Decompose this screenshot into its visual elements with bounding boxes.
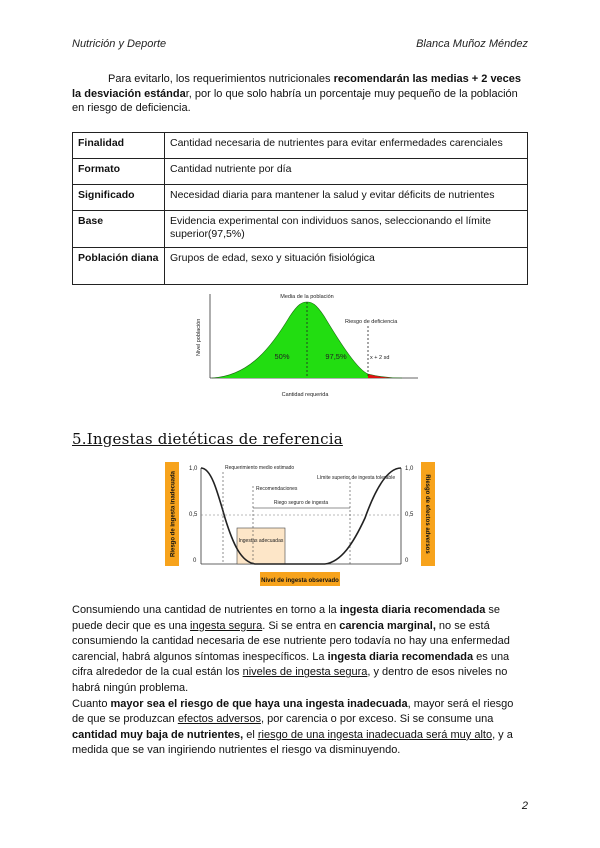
limit-label: Límite superior de ingesta tolerable: [317, 475, 396, 481]
tick-left-bottom: 0: [193, 558, 197, 564]
bold-text: cantidad muy baja de nutrientes,: [72, 728, 244, 741]
intro-text-2: r, por lo que solo habría un porcentaje muy pequeño de la población en riesgo de deficiencia.: [72, 87, 518, 114]
green-area: [212, 302, 368, 378]
text: , y a medida que se van ingiriendo nutrientes el riesgo va disminuyendo.: [72, 728, 513, 757]
adverse-curve: [325, 468, 401, 564]
right-axis-label: Riesgo de efectos adversos: [424, 474, 430, 554]
text: no se está consumiendo la cantidad necesaria de ese nutriente pero todavía no hay una enfermedad carencial, habrá algunos síntomas inespecíficos. La: [72, 619, 510, 663]
adequate-label: Ingestas adecuadas: [238, 538, 284, 544]
row-key: Significado: [73, 185, 165, 211]
sd-label: x + 2 sd: [370, 355, 390, 361]
text: es una cifra alrededor de la cual están los: [72, 650, 510, 679]
page-number: 2: [521, 800, 528, 812]
tick-left-top: 1,0: [189, 466, 198, 472]
bold-text: carencia marginal,: [339, 619, 436, 632]
table-row: [73, 159, 528, 185]
req-label: Requerimiento medio estimado: [225, 465, 295, 471]
row-value: Evidencia experimental con individuos sanos, seleccionando el límite superior(97,5%): [165, 211, 528, 248]
page-header: [72, 38, 528, 52]
table-row: [73, 211, 528, 248]
explanation-text: [72, 603, 528, 759]
normal-distribution-figure: [190, 286, 420, 404]
underlined-text: efectos adversos: [177, 713, 261, 726]
row-key: Base: [73, 211, 165, 248]
row-value: Cantidad nutriente por día: [165, 159, 528, 185]
x-axis-label: Cantidad requerida: [281, 392, 329, 398]
x-axis-label: Nivel de ingesta observado: [261, 578, 339, 584]
intro-text-1: Para evitarlo, los requerimientos nutricionales: [108, 73, 334, 85]
bold-text: mayor sea el riesgo de que haya una ingesta inadecuada: [110, 697, 408, 710]
tick-right-mid: 0,5: [405, 512, 414, 518]
text: Consumiendo una cantidad de nutrientes en torno a la: [72, 604, 340, 616]
deficiency-label: Riesgo de deficiencia: [345, 319, 398, 325]
text: Cuanto: [72, 697, 111, 710]
tick-left-mid: 0,5: [189, 512, 198, 518]
underlined-text: riesgo de una ingesta inadecuada será muy alto: [257, 728, 493, 741]
header-author: Blanca Muñoz Méndez: [416, 38, 528, 50]
y-axis-label: Nivel población: [196, 318, 202, 356]
pct-50: 50%: [274, 352, 290, 361]
table-row: [73, 185, 528, 211]
text: , por carencia o por exceso. Si se consume una: [260, 713, 494, 726]
bold-text: ingesta diaria recomendada: [339, 604, 486, 616]
text: , mayor será el riesgo de que se produzcan: [72, 697, 514, 726]
underlined-text: niveles de ingesta segura: [242, 666, 368, 679]
row-value: Necesidad diaria para mantener la salud y evitar déficits de nutrientes: [165, 185, 528, 211]
intro-bold: recomendarán las medias + 2 veces la desviación estánda: [72, 73, 522, 100]
row-value: Grupos de edad, sexo y situación fisiológica: [165, 248, 528, 285]
tick-right-top: 1,0: [405, 466, 414, 472]
rec-label: Recomendaciones: [256, 486, 298, 492]
red-area: [368, 374, 402, 378]
row-value: Cantidad necesaria de nutrientes para evitar enfermedades carenciales: [165, 133, 528, 159]
text: el: [243, 728, 258, 741]
section-title: 5.Ingestas dietéticas de referencia: [72, 430, 343, 448]
text: se puede decir que es una: [72, 604, 501, 632]
left-axis-label: Riesgo de ingesta inadecuada: [170, 470, 177, 558]
paragraph-1: [72, 603, 528, 697]
tick-right-bottom: 0: [405, 558, 409, 564]
recommendation-table: [72, 132, 528, 285]
intro-paragraph: [72, 72, 528, 116]
underlined-text: ingesta segura: [190, 619, 263, 632]
header-subject: Nutrición y Deporte: [72, 38, 167, 50]
bold-text: ingesta diaria recomendada: [327, 650, 474, 663]
paragraph-2: [72, 697, 528, 759]
pct-975: 97,5%: [325, 352, 347, 361]
row-key: Finalidad: [73, 133, 165, 159]
text: , y dentro de esos niveles no habrá ningún problema.: [72, 666, 508, 694]
safe-label: Riego seguro de ingesta: [273, 500, 329, 506]
text: . Si se entra en: [262, 619, 340, 632]
table-row: [73, 133, 528, 159]
mean-label: Media de la población: [280, 294, 334, 300]
dri-figure: [165, 460, 435, 595]
row-key: Población diana: [73, 248, 165, 285]
table-row: [73, 248, 528, 285]
row-key: Formato: [73, 159, 165, 185]
